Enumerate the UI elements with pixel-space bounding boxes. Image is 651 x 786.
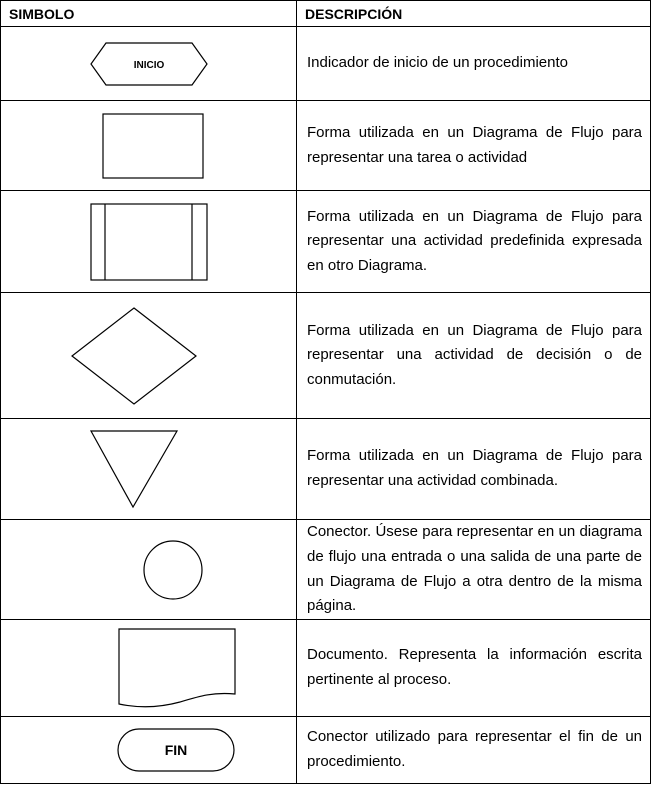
header-row bbox=[1, 1, 651, 27]
description-text: Indicador de inicio de un procedimiento bbox=[307, 54, 568, 72]
description-text: Forma utilizada en un Diagrama de Flujo para representar una actividad predefinida expresada en otro Diagrama. bbox=[307, 207, 642, 274]
symbol-cell bbox=[1, 620, 297, 717]
header-description: DESCRIPCIÓN bbox=[297, 1, 651, 27]
table-row bbox=[1, 717, 651, 784]
terminator-icon bbox=[117, 727, 235, 773]
table-row bbox=[1, 191, 651, 293]
circle-icon bbox=[142, 539, 204, 601]
table-row bbox=[1, 101, 651, 191]
symbol-cell bbox=[1, 520, 297, 620]
description-cell bbox=[297, 717, 651, 784]
description-text: Forma utilizada en un Diagrama de Flujo para representar una actividad de decisión o de conmutación. bbox=[307, 321, 642, 388]
document-icon bbox=[118, 628, 236, 708]
table-row bbox=[1, 293, 651, 419]
fin-label: FIN bbox=[164, 742, 187, 758]
symbol-cell bbox=[1, 717, 297, 784]
hexagon-icon bbox=[89, 40, 209, 88]
table-row bbox=[1, 419, 651, 520]
rectangle-icon bbox=[102, 113, 204, 179]
description-cell bbox=[297, 27, 651, 101]
symbol-cell bbox=[1, 293, 297, 419]
diamond-icon bbox=[70, 306, 198, 406]
inverted-triangle-icon bbox=[89, 428, 179, 510]
description-cell bbox=[297, 191, 651, 293]
description-text: Conector utilizado para representar el fin de un procedimiento. bbox=[307, 728, 642, 770]
description-cell bbox=[297, 419, 651, 520]
table-row bbox=[1, 520, 651, 620]
header-symbol: SIMBOLO bbox=[1, 1, 297, 27]
symbol-cell bbox=[1, 27, 297, 101]
symbol-cell bbox=[1, 419, 297, 520]
predefined-process-icon bbox=[90, 203, 208, 281]
table-row bbox=[1, 620, 651, 717]
description-cell bbox=[297, 293, 651, 419]
symbol-cell bbox=[1, 101, 297, 191]
symbol-cell bbox=[1, 191, 297, 293]
description-cell bbox=[297, 520, 651, 620]
table-row bbox=[1, 27, 651, 101]
description-text: Documento. Representa la información escrita pertinente al proceso. bbox=[307, 646, 642, 688]
description-text: Forma utilizada en un Diagrama de Flujo para representar una actividad combinada. bbox=[307, 447, 642, 489]
description-cell bbox=[297, 620, 651, 717]
description-cell bbox=[297, 101, 651, 191]
description-text: Forma utilizada en un Diagrama de Flujo para representar una tarea o actividad bbox=[307, 123, 642, 166]
inicio-label: INICIO bbox=[133, 59, 164, 71]
description-text: Conector. Úsese para representar en un diagrama de flujo una entrada o una salida de una parte de un Diagrama de Flujo a otra dentro de la misma página. bbox=[307, 523, 642, 615]
